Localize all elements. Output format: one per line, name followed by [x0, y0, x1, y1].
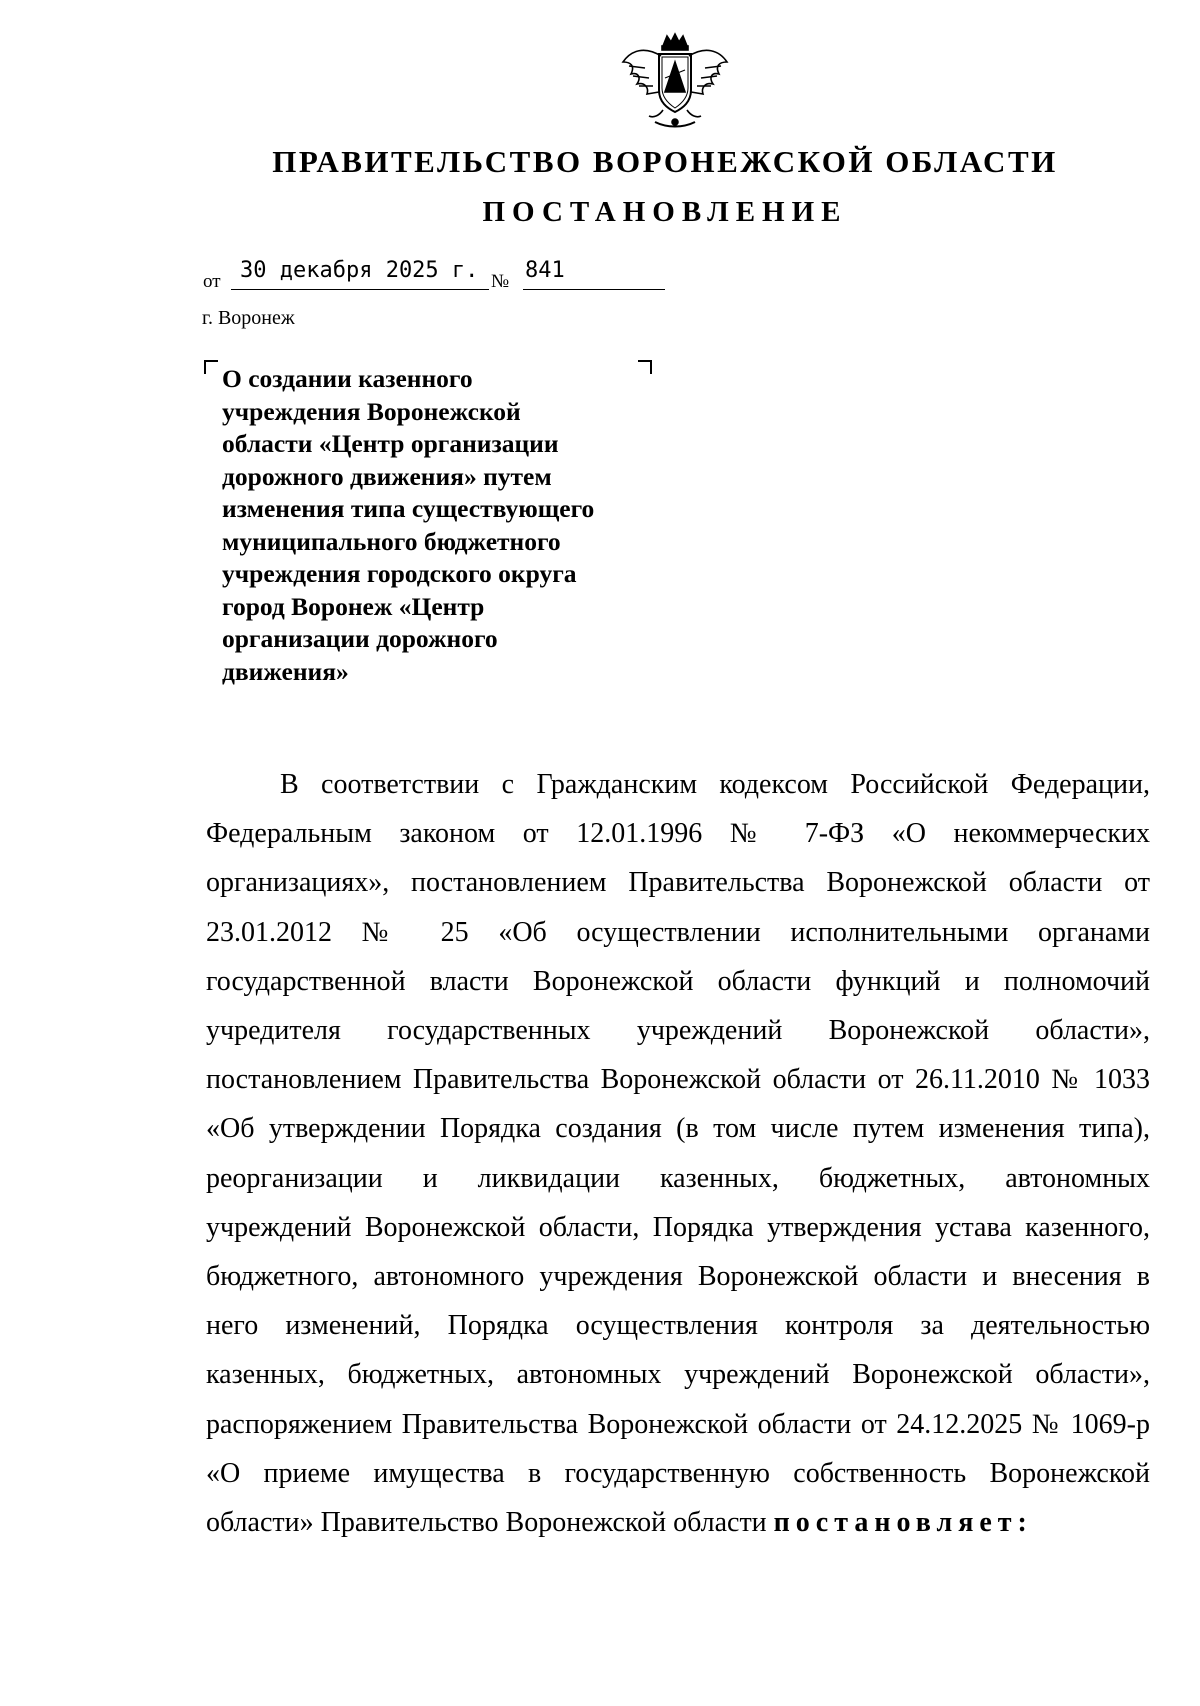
subject-line: дорожного движения» путем	[222, 461, 552, 491]
body-line: государственной власти Воронежской области функций и полномочий	[206, 965, 1150, 997]
date-number-row	[203, 258, 673, 294]
government-title: ПРАВИТЕЛЬСТВО ВОРОНЕЖСКОЙ ОБЛАСТИ	[272, 144, 1058, 179]
body-line: распоряжением Правительства Воронежской области от 24.12.2025 № 1069-р	[206, 1408, 1150, 1440]
document-number: 841	[525, 258, 565, 283]
subject-line: изменения типа существующего	[222, 494, 595, 523]
body-final-text: области» Правительство Воронежской области	[206, 1507, 774, 1539]
subject-line: области «Центр организации	[222, 429, 559, 458]
date-label: от	[203, 271, 221, 292]
body-line: 23.01.2012 № 25 «Об осуществлении исполнительными органами	[206, 916, 1150, 948]
resolves-word: постановляет:	[773, 1507, 1033, 1539]
subject-corner-top-left	[204, 360, 218, 374]
document-subject	[222, 363, 662, 688]
document-date: 30 декабря 2025 г.	[240, 258, 479, 283]
body-line: «О приеме имущества в государственную собственность Воронежской	[206, 1457, 1150, 1489]
subject-line: О создании казенного	[222, 364, 473, 393]
body-line: него изменений, Порядка осуществления контроля за деятельностью	[206, 1310, 1150, 1342]
body-line: реорганизации и ликвидации казенных, бюджетных, автономных	[206, 1162, 1150, 1194]
body-line: В соответствии с Гражданским кодексом Российской Федерации,	[280, 769, 1150, 800]
body-line: казенных, бюджетных, автономных учреждений Воронежской области»,	[206, 1359, 1150, 1391]
coat-of-arms-icon	[615, 32, 735, 132]
body-line: Федеральным законом от 12.01.1996 № 7-ФЗ «О некоммерческих	[206, 818, 1150, 850]
body-line: учреждений Воронежской области, Порядка утверждения устава казенного,	[206, 1211, 1150, 1243]
subject-line: учреждения городского округа	[222, 559, 577, 588]
body-line: организациях», постановлением Правительства Воронежской области от	[206, 867, 1150, 899]
body-line-final	[206, 1498, 1150, 1547]
subject-line: движения»	[222, 656, 349, 686]
body-line: «Об утверждении Порядка создания (в том числе путем изменения типа),	[206, 1113, 1150, 1145]
body-line: постановлением Правительства Воронежской области от 26.11.2010 № 1033	[206, 1064, 1150, 1096]
date-underline	[231, 289, 489, 290]
subject-line: город Воронеж «Центр	[222, 591, 485, 621]
number-label: №	[491, 271, 510, 292]
body-paragraph	[206, 760, 1150, 1547]
document-type: ПОСТАНОВЛЕНИЕ	[482, 196, 848, 228]
city: г. Воронеж	[202, 307, 295, 329]
body-line: учредителя государственных учреждений Воронежской области»,	[206, 1015, 1150, 1047]
body-line: бюджетного, автономного учреждения Воронежской области и внесения в	[206, 1261, 1150, 1293]
subject-line: организации дорожного	[222, 624, 498, 653]
subject-line: муниципального бюджетного	[222, 526, 561, 556]
subject-line: учреждения Воронежской	[222, 396, 521, 426]
number-underline	[523, 289, 665, 290]
